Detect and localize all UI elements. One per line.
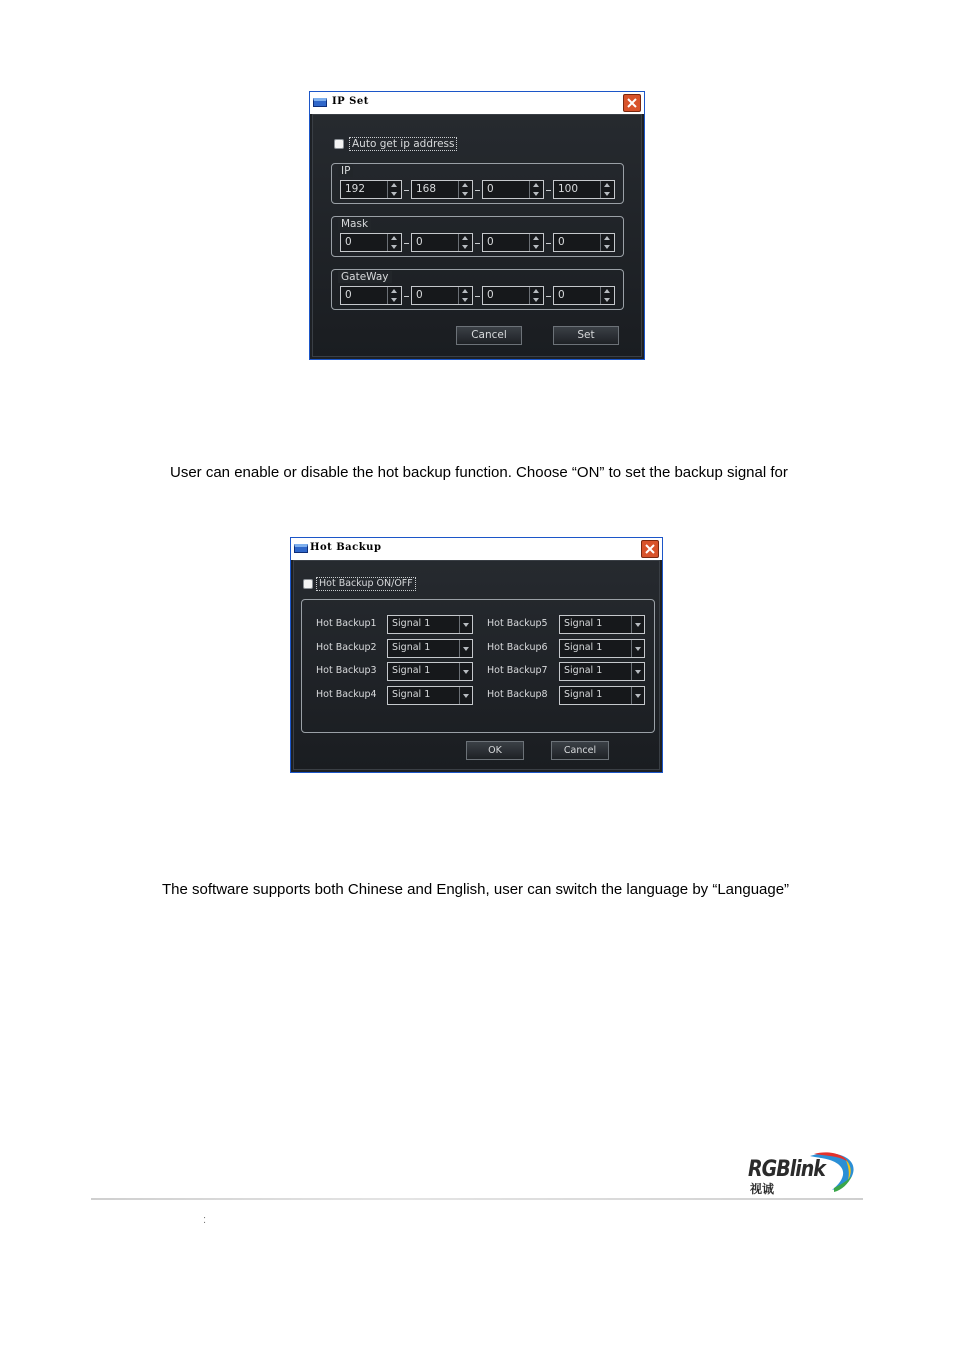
hot-backup-title: Hot Backup — [310, 542, 382, 553]
spin-arrows-icon[interactable] — [600, 234, 614, 251]
spin-arrows-icon[interactable] — [387, 287, 401, 304]
hot-backup-7-select[interactable]: Signal 1 — [559, 662, 645, 681]
mask-octet-1[interactable]: 0 — [340, 233, 402, 252]
gateway-octet-1[interactable]: 0 — [340, 286, 402, 305]
chevron-down-icon[interactable] — [631, 640, 644, 657]
hot-backup-8-label: Hot Backup8 — [487, 689, 548, 700]
ip-cancel-button[interactable]: Cancel — [456, 326, 522, 345]
mask-group-label: Mask — [338, 218, 371, 230]
close-icon — [644, 543, 656, 555]
ip-octet-3[interactable]: 0 — [482, 180, 544, 199]
hot-backup-toggle-checkbox[interactable] — [303, 579, 313, 589]
spin-arrows-icon[interactable] — [458, 234, 472, 251]
spin-arrows-icon[interactable] — [529, 287, 543, 304]
mask-group — [331, 216, 624, 257]
mask-octet-3[interactable]: 0 — [482, 233, 544, 252]
spin-arrows-icon[interactable] — [387, 181, 401, 198]
ip-set-client — [312, 114, 642, 357]
ip-octet-4[interactable]: 100 — [553, 180, 615, 199]
hot-backup-6-label: Hot Backup6 — [487, 642, 548, 653]
rgblink-logo — [748, 1150, 860, 1196]
close-icon — [626, 97, 638, 109]
spin-arrows-icon[interactable] — [458, 181, 472, 198]
hot-backup-description: User can enable or disable the hot backup function. Choose “ON” to set the backup signal for — [170, 464, 788, 481]
ip-set-title: IP Set — [332, 96, 369, 107]
chevron-down-icon[interactable] — [459, 687, 472, 704]
ip-set-titlebar[interactable] — [310, 92, 644, 114]
mask-octet-4[interactable]: 0 — [553, 233, 615, 252]
hot-backup-5-select[interactable]: Signal 1 — [559, 615, 645, 634]
ip-set-button[interactable]: Set — [553, 326, 619, 345]
hot-backup-4-select[interactable]: Signal 1 — [387, 686, 473, 705]
close-button[interactable] — [641, 540, 659, 558]
hot-backup-toggle-label[interactable]: Hot Backup ON/OFF — [316, 577, 416, 591]
ip-octet-1[interactable]: 192 — [340, 180, 402, 199]
logo-wordmark: RGBlink — [748, 1156, 825, 1182]
hot-backup-ok-button[interactable]: OK — [466, 741, 524, 760]
chevron-down-icon[interactable] — [631, 616, 644, 633]
footer-colon: : — [203, 1214, 207, 1226]
hot-backup-cancel-button[interactable]: Cancel — [551, 741, 609, 760]
chevron-down-icon[interactable] — [631, 663, 644, 680]
mask-octet-2[interactable]: 0 — [411, 233, 473, 252]
spin-arrows-icon[interactable] — [600, 181, 614, 198]
ip-group — [331, 163, 624, 204]
hot-backup-4-label: Hot Backup4 — [316, 689, 377, 700]
gateway-octet-3[interactable]: 0 — [482, 286, 544, 305]
window-icon — [294, 544, 308, 553]
hot-backup-7-label: Hot Backup7 — [487, 665, 548, 676]
spin-arrows-icon[interactable] — [529, 234, 543, 251]
hot-backup-group — [301, 599, 655, 733]
spin-arrows-icon[interactable] — [387, 234, 401, 251]
spin-arrows-icon[interactable] — [458, 287, 472, 304]
hot-backup-dialog — [290, 537, 663, 773]
auto-ip-label[interactable]: Auto get ip address — [349, 137, 457, 151]
ip-set-dialog — [309, 91, 645, 360]
footer-divider — [91, 1198, 863, 1200]
hot-backup-1-select[interactable]: Signal 1 — [387, 615, 473, 634]
gateway-octet-4[interactable]: 0 — [553, 286, 615, 305]
chevron-down-icon[interactable] — [459, 663, 472, 680]
hot-backup-3-select[interactable]: Signal 1 — [387, 662, 473, 681]
gateway-group-label: GateWay — [338, 271, 392, 283]
spin-arrows-icon[interactable] — [600, 287, 614, 304]
chevron-down-icon[interactable] — [459, 640, 472, 657]
auto-ip-checkbox[interactable] — [334, 139, 344, 149]
ip-octet-2[interactable]: 168 — [411, 180, 473, 199]
hot-backup-2-label: Hot Backup2 — [316, 642, 377, 653]
ip-group-label: IP — [338, 165, 353, 177]
hot-backup-3-label: Hot Backup3 — [316, 665, 377, 676]
logo-chinese-text: 视诚 — [750, 1182, 775, 1196]
hot-backup-2-select[interactable]: Signal 1 — [387, 639, 473, 658]
close-button[interactable] — [623, 94, 641, 112]
hot-backup-8-select[interactable]: Signal 1 — [559, 686, 645, 705]
gateway-group — [331, 269, 624, 310]
chevron-down-icon[interactable] — [631, 687, 644, 704]
hot-backup-6-select[interactable]: Signal 1 — [559, 639, 645, 658]
spin-arrows-icon[interactable] — [529, 181, 543, 198]
window-icon — [313, 98, 327, 107]
chevron-down-icon[interactable] — [459, 616, 472, 633]
hot-backup-titlebar[interactable] — [291, 538, 662, 560]
hot-backup-client — [293, 560, 660, 770]
gateway-octet-2[interactable]: 0 — [411, 286, 473, 305]
hot-backup-5-label: Hot Backup5 — [487, 618, 548, 629]
hot-backup-1-label: Hot Backup1 — [316, 618, 377, 629]
language-description: The software supports both Chinese and English, user can switch the language by “Language” — [162, 881, 790, 898]
